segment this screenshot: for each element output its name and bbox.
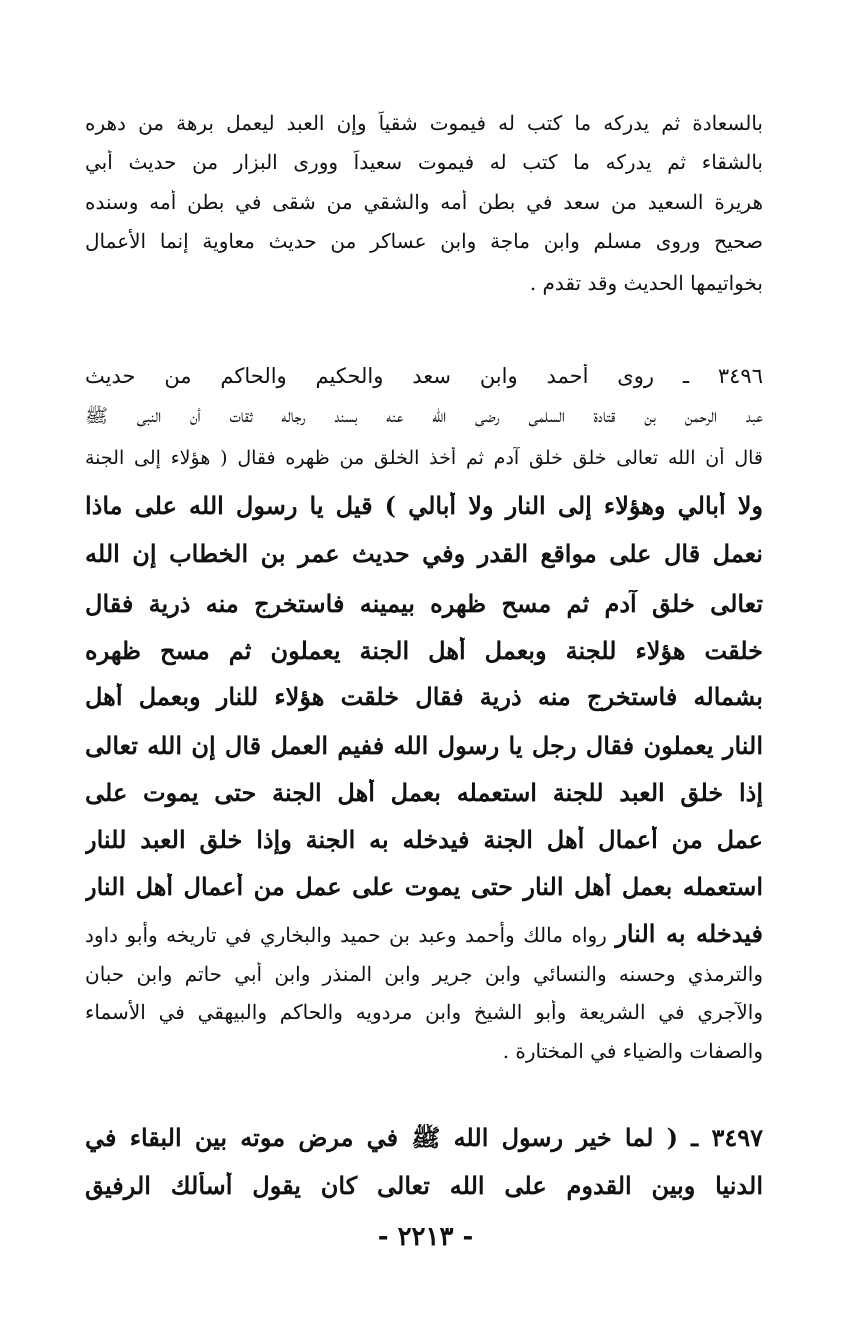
hadith-3496-mixed-line [85, 920, 763, 949]
hadith-3496-sources-line: والآجري في الشريعة وأبو الشيخ وابن مردويه والحاكم والبيهقي في الأسماء [85, 1000, 763, 1024]
hadith-3496-sources-line: والترمذي وحسنه والنسائي وابن جرير وابن المنذر وابن أبي حاتم وابن حبان [85, 962, 763, 986]
intro-line: بالسعادة ثم يدركه ما كتب له فيموت شقياً وإن العبد ليعمل برهة من دهره [85, 111, 763, 135]
hadith-3496-bold-line: إذا خلق العبد للجنة استعمله بعمل أهل الجنة حتى يموت على [85, 779, 763, 807]
hadith-3496-bold-line: استعمله بعمل أهل النار حتى يموت على عمل من أعمال أهل النار [85, 873, 763, 901]
page-number: - ٢٢١٣ - [377, 1222, 474, 1252]
hadith-3496-sources-line: والصفات والضياء في المختارة . [502, 1039, 763, 1063]
hadith-3496-bold-line: بشماله فاستخرج منه ذرية فقال خلقت هؤلاء للنار وبعمل أهل [85, 683, 763, 711]
hadith-3496-heading: ٣٤٩٦ ـ روى أحمد وابن سعد والحكيم والحاكم من حديث [85, 364, 763, 388]
intro-line: بخواتيمها الحديث وقد تقدم . [529, 271, 763, 295]
hadith-3496-bold-end: فيدخله به النار [615, 920, 763, 948]
hadith-3496-sources: رواه مالك وأحمد وعبد بن حميد والبخاري في تاريخه وأبو داود [85, 923, 616, 947]
hadith-3496-bold-line: تعالى خلق آدم ثم مسح ظهره بيمينه فاستخرج منه ذرية فقال [85, 590, 763, 618]
hadith-3496-line: عبد الرحمن بن قتادة السلمي رضي الله عنه بسند رجاله ثقات أن النبي ﷺ [85, 405, 763, 427]
hadith-3496-line: قال أن الله تعالى خلق خلق آدم ثم أخذ الخلق من ظهره فقال ( هؤلاء إلى الجنة [85, 447, 763, 469]
hadith-3496-bold-line: النار يعملون فقال رجل يا رسول الله ففيم العمل قال إن الله تعالى [85, 732, 763, 760]
hadith-3496-bold-line: خلقت هؤلاء للجنة وبعمل أهل الجنة يعملون ثم مسح ظهره [85, 637, 763, 665]
hadith-3496-bold-line: ولا أبالي وهؤلاء إلى النار ولا أبالي ) قيل يا رسول الله على ماذا [85, 492, 763, 520]
hadith-3496-bold-line: نعمل قال على مواقع القدر وفي حديث عمر بن الخطاب إن الله [85, 540, 763, 568]
intro-line: بالشقاء ثم يدركه ما كتب له فيموت سعيداً وورى البزار من حديث أبي [85, 150, 763, 174]
intro-line: هريرة السعيد من سعد في بطن أمه والشقي من شقى في بطن أمه وسنده [85, 190, 763, 214]
hadith-3496-bold-line: عمل من أعمال أهل الجنة فيدخله به الجنة وإذا خلق العبد للنار [85, 826, 763, 854]
hadith-3497-heading: ٣٤٩٧ ـ ( لما خير رسول الله ﷺ في مرض موته بين البقاء في [85, 1124, 763, 1152]
intro-line: صحيح وروى مسلم وابن ماجة وابن عساكر من حديث معاوية إنما الأعمال [85, 229, 763, 253]
hadith-3497-line: الدنيا وبين القدوم على الله تعالى كان يقول أسألك الرفيق [85, 1172, 763, 1200]
